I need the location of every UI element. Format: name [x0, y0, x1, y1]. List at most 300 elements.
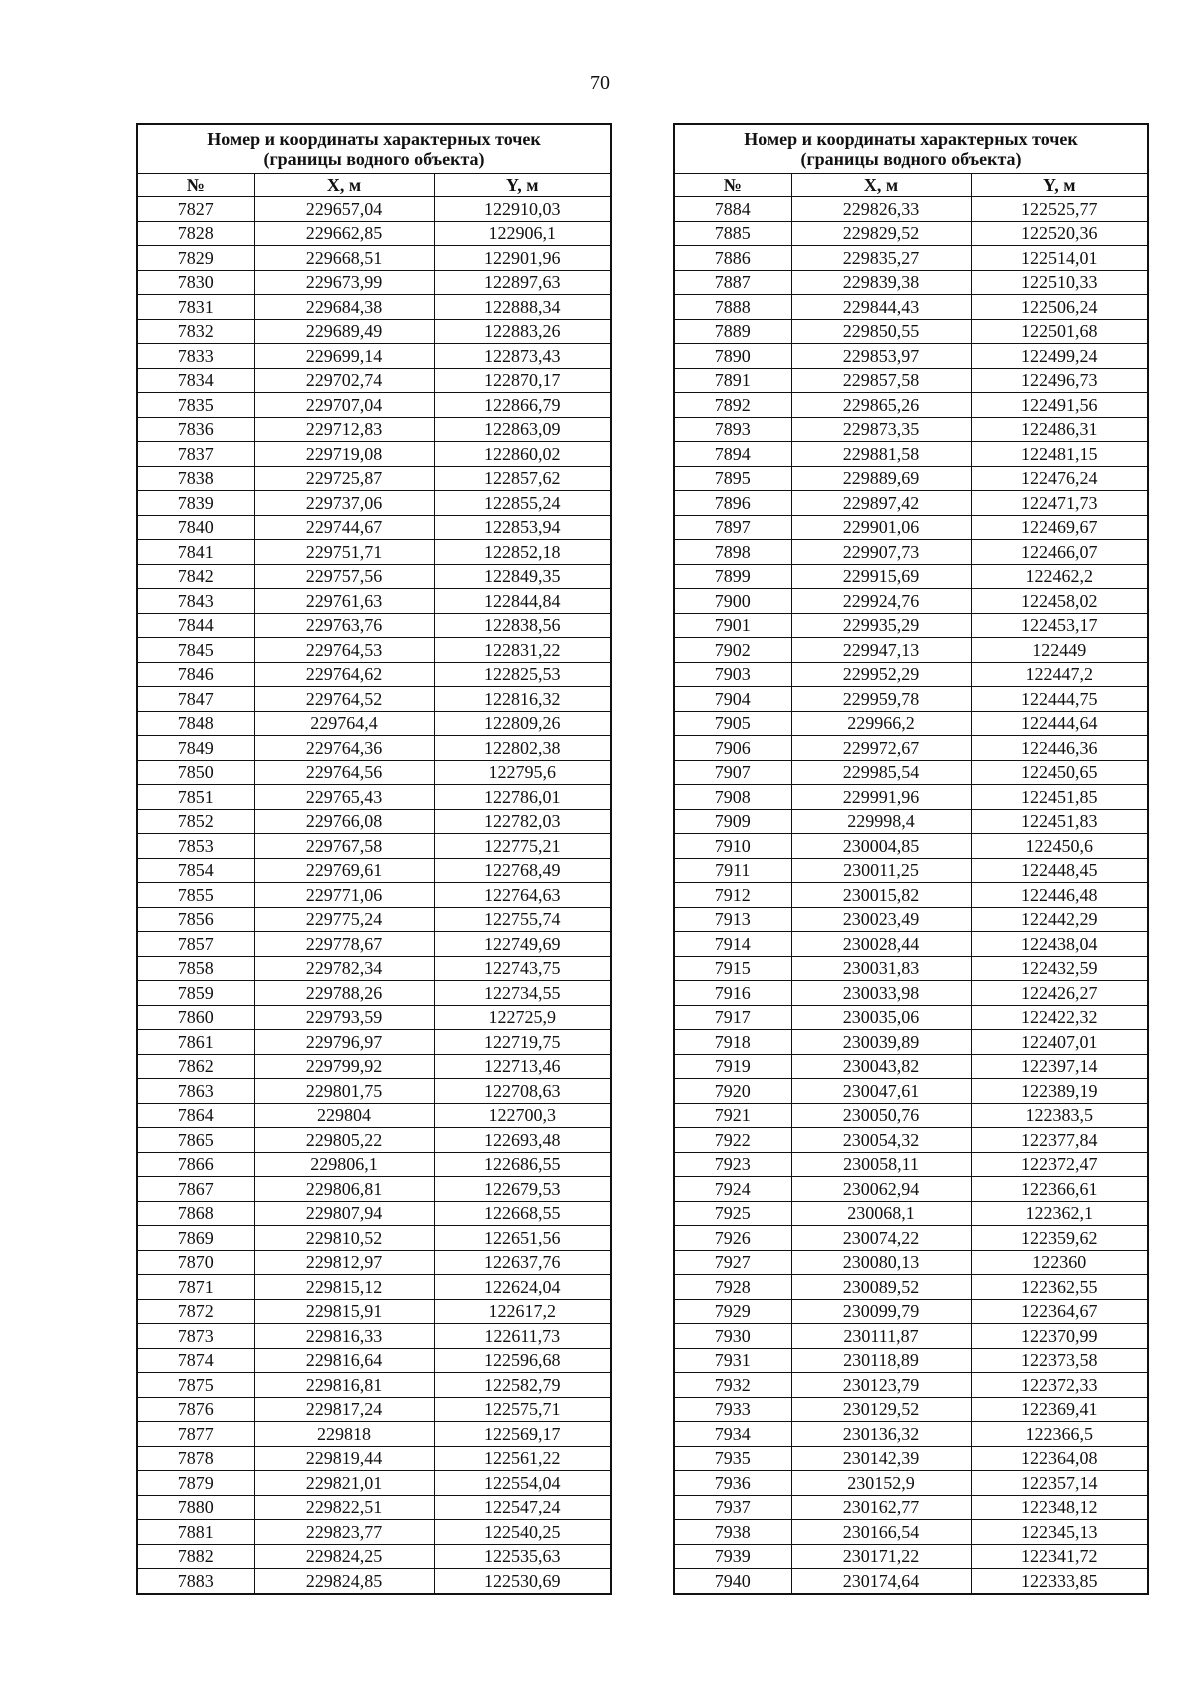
table-row — [137, 1177, 611, 1202]
table-row — [674, 907, 1148, 932]
cell-y-coordinate: 122831,22 — [434, 638, 611, 663]
cell-x-coordinate: 230142,39 — [791, 1446, 971, 1471]
cell-point-number: 7896 — [674, 491, 791, 516]
cell-x-coordinate: 229817,24 — [254, 1397, 434, 1422]
cell-point-number: 7859 — [137, 981, 254, 1006]
cell-y-coordinate: 122449 — [971, 638, 1148, 663]
table-row — [137, 981, 611, 1006]
cell-point-number: 7930 — [674, 1324, 791, 1349]
cell-x-coordinate: 229764,52 — [254, 687, 434, 712]
cell-point-number: 7899 — [674, 564, 791, 589]
cell-x-coordinate: 229763,76 — [254, 613, 434, 638]
cell-y-coordinate: 122362,1 — [971, 1201, 1148, 1226]
cell-y-coordinate: 122450,65 — [971, 760, 1148, 785]
cell-point-number: 7901 — [674, 613, 791, 638]
cell-point-number: 7855 — [137, 883, 254, 908]
table-row — [137, 1030, 611, 1055]
cell-x-coordinate: 229712,83 — [254, 417, 434, 442]
cell-y-coordinate: 122786,01 — [434, 785, 611, 810]
cell-y-coordinate: 122686,55 — [434, 1152, 611, 1177]
cell-x-coordinate: 229835,27 — [791, 246, 971, 271]
cell-x-coordinate: 229673,99 — [254, 270, 434, 295]
cell-y-coordinate: 122450,6 — [971, 834, 1148, 859]
table-row — [674, 1422, 1148, 1447]
table-row — [137, 662, 611, 687]
table-row — [674, 1054, 1148, 1079]
cell-x-coordinate: 229657,04 — [254, 197, 434, 222]
cell-point-number: 7882 — [137, 1544, 254, 1569]
cell-x-coordinate: 229844,43 — [791, 295, 971, 320]
cell-y-coordinate: 122366,5 — [971, 1422, 1148, 1447]
cell-point-number: 7858 — [137, 956, 254, 981]
cell-point-number: 7851 — [137, 785, 254, 810]
table-row — [137, 1422, 611, 1447]
table-row — [137, 1544, 611, 1569]
cell-x-coordinate: 229778,67 — [254, 932, 434, 957]
table-row — [137, 515, 611, 540]
cell-point-number: 7841 — [137, 540, 254, 565]
cell-y-coordinate: 122341,72 — [971, 1544, 1148, 1569]
table-row — [137, 564, 611, 589]
cell-y-coordinate: 122448,45 — [971, 858, 1148, 883]
table-row — [137, 295, 611, 320]
cell-y-coordinate: 122345,13 — [971, 1520, 1148, 1545]
cell-y-coordinate: 122444,64 — [971, 711, 1148, 736]
cell-y-coordinate: 122446,36 — [971, 736, 1148, 761]
cell-point-number: 7929 — [674, 1299, 791, 1324]
table-row — [137, 1275, 611, 1300]
table-row — [137, 883, 611, 908]
cell-x-coordinate: 230050,76 — [791, 1103, 971, 1128]
cell-x-coordinate: 230058,11 — [791, 1152, 971, 1177]
cell-y-coordinate: 122838,56 — [434, 613, 611, 638]
table-row — [674, 246, 1148, 271]
cell-x-coordinate: 229689,49 — [254, 319, 434, 344]
cell-y-coordinate: 122530,69 — [434, 1569, 611, 1594]
table-row — [137, 1520, 611, 1545]
cell-y-coordinate: 122561,22 — [434, 1446, 611, 1471]
cell-point-number: 7846 — [137, 662, 254, 687]
table-title-row — [674, 124, 1148, 174]
table-header-row — [674, 174, 1148, 197]
table-row — [137, 1324, 611, 1349]
cell-x-coordinate: 229915,69 — [791, 564, 971, 589]
cell-point-number: 7861 — [137, 1030, 254, 1055]
cell-point-number: 7898 — [674, 540, 791, 565]
cell-y-coordinate: 122825,53 — [434, 662, 611, 687]
cell-point-number: 7840 — [137, 515, 254, 540]
cell-y-coordinate: 122802,38 — [434, 736, 611, 761]
cell-point-number: 7906 — [674, 736, 791, 761]
table-row — [137, 736, 611, 761]
cell-point-number: 7890 — [674, 344, 791, 369]
cell-y-coordinate: 122906,1 — [434, 221, 611, 246]
table-row — [137, 1446, 611, 1471]
cell-point-number: 7864 — [137, 1103, 254, 1128]
cell-y-coordinate: 122520,36 — [971, 221, 1148, 246]
cell-point-number: 7827 — [137, 197, 254, 222]
coordinates-table-right — [673, 123, 1149, 1595]
cell-point-number: 7834 — [137, 368, 254, 393]
cell-y-coordinate: 122866,79 — [434, 393, 611, 418]
table-title-row — [137, 124, 611, 174]
cell-y-coordinate: 122397,14 — [971, 1054, 1148, 1079]
cell-x-coordinate: 230152,9 — [791, 1471, 971, 1496]
cell-y-coordinate: 122510,33 — [971, 270, 1148, 295]
cell-point-number: 7857 — [137, 932, 254, 957]
table-row — [674, 197, 1148, 222]
cell-point-number: 7883 — [137, 1569, 254, 1594]
cell-point-number: 7831 — [137, 295, 254, 320]
cell-point-number: 7887 — [674, 270, 791, 295]
cell-x-coordinate: 229804 — [254, 1103, 434, 1128]
cell-point-number: 7879 — [137, 1471, 254, 1496]
cell-y-coordinate: 122360 — [971, 1250, 1148, 1275]
cell-x-coordinate: 230118,89 — [791, 1348, 971, 1373]
cell-point-number: 7847 — [137, 687, 254, 712]
table-row — [674, 1373, 1148, 1398]
cell-point-number: 7868 — [137, 1201, 254, 1226]
cell-point-number: 7928 — [674, 1275, 791, 1300]
cell-point-number: 7885 — [674, 221, 791, 246]
cell-y-coordinate: 122496,73 — [971, 368, 1148, 393]
cell-point-number: 7830 — [137, 270, 254, 295]
cell-x-coordinate: 230023,49 — [791, 907, 971, 932]
cell-x-coordinate: 229769,61 — [254, 858, 434, 883]
cell-point-number: 7913 — [674, 907, 791, 932]
cell-point-number: 7842 — [137, 564, 254, 589]
cell-point-number: 7886 — [674, 246, 791, 271]
cell-y-coordinate: 122782,03 — [434, 809, 611, 834]
cell-y-coordinate: 122372,33 — [971, 1373, 1148, 1398]
cell-y-coordinate: 122426,27 — [971, 981, 1148, 1006]
cell-x-coordinate: 229857,58 — [791, 368, 971, 393]
table-row — [674, 1569, 1148, 1594]
cell-y-coordinate: 122383,5 — [971, 1103, 1148, 1128]
table-row — [137, 540, 611, 565]
cell-x-coordinate: 229947,13 — [791, 638, 971, 663]
cell-point-number: 7916 — [674, 981, 791, 1006]
cell-point-number: 7884 — [674, 197, 791, 222]
cell-y-coordinate: 122617,2 — [434, 1299, 611, 1324]
table-row — [674, 344, 1148, 369]
table-title-line2: (границы водного объекта) — [263, 149, 485, 169]
cell-point-number: 7848 — [137, 711, 254, 736]
cell-x-coordinate: 230129,52 — [791, 1397, 971, 1422]
cell-point-number: 7867 — [137, 1177, 254, 1202]
cell-x-coordinate: 230111,87 — [791, 1324, 971, 1349]
table-row — [674, 1103, 1148, 1128]
cell-y-coordinate: 122547,24 — [434, 1495, 611, 1520]
cell-y-coordinate: 122491,56 — [971, 393, 1148, 418]
cell-x-coordinate: 229775,24 — [254, 907, 434, 932]
table-row — [137, 1005, 611, 1030]
cell-point-number: 7880 — [137, 1495, 254, 1520]
table-row — [137, 1348, 611, 1373]
cell-x-coordinate: 229924,76 — [791, 589, 971, 614]
cell-x-coordinate: 229751,71 — [254, 540, 434, 565]
cell-x-coordinate: 229824,85 — [254, 1569, 434, 1594]
cell-point-number: 7915 — [674, 956, 791, 981]
cell-point-number: 7921 — [674, 1103, 791, 1128]
cell-x-coordinate: 229767,58 — [254, 834, 434, 859]
cell-y-coordinate: 122462,2 — [971, 564, 1148, 589]
cell-x-coordinate: 229959,78 — [791, 687, 971, 712]
cell-y-coordinate: 122525,77 — [971, 197, 1148, 222]
cell-x-coordinate: 229865,26 — [791, 393, 971, 418]
cell-x-coordinate: 229991,96 — [791, 785, 971, 810]
cell-y-coordinate: 122364,08 — [971, 1446, 1148, 1471]
cell-point-number: 7850 — [137, 760, 254, 785]
cell-x-coordinate: 229853,97 — [791, 344, 971, 369]
cell-y-coordinate: 122575,71 — [434, 1397, 611, 1422]
cell-x-coordinate: 230043,82 — [791, 1054, 971, 1079]
cell-y-coordinate: 122719,75 — [434, 1030, 611, 1055]
table-row — [137, 1201, 611, 1226]
table-row — [137, 246, 611, 271]
cell-x-coordinate: 229799,92 — [254, 1054, 434, 1079]
cell-point-number: 7870 — [137, 1250, 254, 1275]
cell-y-coordinate: 122535,63 — [434, 1544, 611, 1569]
cell-point-number: 7866 — [137, 1152, 254, 1177]
cell-x-coordinate: 230033,98 — [791, 981, 971, 1006]
cell-x-coordinate: 229873,35 — [791, 417, 971, 442]
cell-y-coordinate: 122447,2 — [971, 662, 1148, 687]
cell-point-number: 7895 — [674, 466, 791, 491]
table-row — [674, 858, 1148, 883]
cell-x-coordinate: 229816,81 — [254, 1373, 434, 1398]
cell-y-coordinate: 122554,04 — [434, 1471, 611, 1496]
table-row — [674, 981, 1148, 1006]
cell-y-coordinate: 122506,24 — [971, 295, 1148, 320]
table-row — [674, 883, 1148, 908]
table-row — [674, 368, 1148, 393]
column-header-x: X, м — [791, 174, 971, 197]
cell-y-coordinate: 122438,04 — [971, 932, 1148, 957]
cell-x-coordinate: 229972,67 — [791, 736, 971, 761]
cell-x-coordinate: 229839,38 — [791, 270, 971, 295]
cell-x-coordinate: 229821,01 — [254, 1471, 434, 1496]
cell-x-coordinate: 230080,13 — [791, 1250, 971, 1275]
cell-point-number: 7881 — [137, 1520, 254, 1545]
cell-y-coordinate: 122389,19 — [971, 1079, 1148, 1104]
table-row — [137, 1152, 611, 1177]
table-row — [137, 344, 611, 369]
table-row — [674, 1275, 1148, 1300]
cell-y-coordinate: 122357,14 — [971, 1471, 1148, 1496]
table-row — [674, 1299, 1148, 1324]
cell-point-number: 7917 — [674, 1005, 791, 1030]
cell-y-coordinate: 122569,17 — [434, 1422, 611, 1447]
cell-point-number: 7897 — [674, 515, 791, 540]
cell-point-number: 7856 — [137, 907, 254, 932]
cell-x-coordinate: 229819,44 — [254, 1446, 434, 1471]
cell-point-number: 7889 — [674, 319, 791, 344]
table-row — [674, 613, 1148, 638]
cell-x-coordinate: 229810,52 — [254, 1226, 434, 1251]
table-row — [137, 932, 611, 957]
cell-point-number: 7832 — [137, 319, 254, 344]
cell-x-coordinate: 229805,22 — [254, 1128, 434, 1153]
cell-point-number: 7872 — [137, 1299, 254, 1324]
table-row — [137, 1397, 611, 1422]
cell-y-coordinate: 122432,59 — [971, 956, 1148, 981]
table-row — [137, 1299, 611, 1324]
table-row — [674, 270, 1148, 295]
table-row — [137, 442, 611, 467]
table-row — [137, 1373, 611, 1398]
cell-x-coordinate: 229766,08 — [254, 809, 434, 834]
table-row — [137, 613, 611, 638]
cell-point-number: 7854 — [137, 858, 254, 883]
cell-y-coordinate: 122362,55 — [971, 1275, 1148, 1300]
cell-x-coordinate: 229764,53 — [254, 638, 434, 663]
cell-x-coordinate: 229796,97 — [254, 1030, 434, 1055]
cell-point-number: 7891 — [674, 368, 791, 393]
cell-point-number: 7844 — [137, 613, 254, 638]
cell-y-coordinate: 122855,24 — [434, 491, 611, 516]
cell-x-coordinate: 229816,33 — [254, 1324, 434, 1349]
table-row — [674, 417, 1148, 442]
table-row — [137, 1079, 611, 1104]
table-row — [674, 1152, 1148, 1177]
cell-y-coordinate: 122364,67 — [971, 1299, 1148, 1324]
cell-y-coordinate: 122582,79 — [434, 1373, 611, 1398]
cell-y-coordinate: 122422,32 — [971, 1005, 1148, 1030]
cell-point-number: 7869 — [137, 1226, 254, 1251]
table-row — [137, 417, 611, 442]
cell-point-number: 7894 — [674, 442, 791, 467]
cell-x-coordinate: 229764,56 — [254, 760, 434, 785]
cell-point-number: 7836 — [137, 417, 254, 442]
cell-x-coordinate: 229707,04 — [254, 393, 434, 418]
table-row — [674, 466, 1148, 491]
cell-y-coordinate: 122888,34 — [434, 295, 611, 320]
table-row — [137, 1054, 611, 1079]
cell-y-coordinate: 122768,49 — [434, 858, 611, 883]
cell-x-coordinate: 229952,29 — [791, 662, 971, 687]
table-row — [674, 956, 1148, 981]
cell-y-coordinate: 122458,02 — [971, 589, 1148, 614]
cell-x-coordinate: 229725,87 — [254, 466, 434, 491]
cell-y-coordinate: 122469,67 — [971, 515, 1148, 540]
cell-x-coordinate: 229782,34 — [254, 956, 434, 981]
cell-x-coordinate: 229765,43 — [254, 785, 434, 810]
cell-point-number: 7933 — [674, 1397, 791, 1422]
cell-x-coordinate: 230099,79 — [791, 1299, 971, 1324]
cell-x-coordinate: 229818 — [254, 1422, 434, 1447]
cell-x-coordinate: 229699,14 — [254, 344, 434, 369]
table-row — [137, 907, 611, 932]
cell-point-number: 7900 — [674, 589, 791, 614]
table-row — [137, 393, 611, 418]
cell-x-coordinate: 230015,82 — [791, 883, 971, 908]
cell-y-coordinate: 122624,04 — [434, 1275, 611, 1300]
cell-x-coordinate: 229998,4 — [791, 809, 971, 834]
table-row — [674, 442, 1148, 467]
table-row — [137, 491, 611, 516]
table-row — [674, 1177, 1148, 1202]
cell-y-coordinate: 122860,02 — [434, 442, 611, 467]
cell-point-number: 7862 — [137, 1054, 254, 1079]
cell-y-coordinate: 122372,47 — [971, 1152, 1148, 1177]
cell-x-coordinate: 229897,42 — [791, 491, 971, 516]
cell-point-number: 7829 — [137, 246, 254, 271]
table-row — [674, 1348, 1148, 1373]
cell-y-coordinate: 122809,26 — [434, 711, 611, 736]
table-row — [674, 1128, 1148, 1153]
cell-x-coordinate: 229744,67 — [254, 515, 434, 540]
cell-y-coordinate: 122377,84 — [971, 1128, 1148, 1153]
table-row — [674, 1030, 1148, 1055]
cell-x-coordinate: 229826,33 — [791, 197, 971, 222]
cell-x-coordinate: 230174,64 — [791, 1569, 971, 1594]
cell-point-number: 7837 — [137, 442, 254, 467]
table-row — [674, 736, 1148, 761]
cell-x-coordinate: 230028,44 — [791, 932, 971, 957]
cell-y-coordinate: 122540,25 — [434, 1520, 611, 1545]
table-row — [674, 1544, 1148, 1569]
cell-point-number: 7909 — [674, 809, 791, 834]
cell-point-number: 7936 — [674, 1471, 791, 1496]
table-row — [137, 1103, 611, 1128]
cell-y-coordinate: 122486,31 — [971, 417, 1148, 442]
cell-x-coordinate: 229901,06 — [791, 515, 971, 540]
table-row — [137, 858, 611, 883]
cell-y-coordinate: 122370,99 — [971, 1324, 1148, 1349]
cell-x-coordinate: 230068,1 — [791, 1201, 971, 1226]
cell-y-coordinate: 122668,55 — [434, 1201, 611, 1226]
cell-x-coordinate: 230047,61 — [791, 1079, 971, 1104]
cell-point-number: 7892 — [674, 393, 791, 418]
table-row — [137, 270, 611, 295]
cell-point-number: 7905 — [674, 711, 791, 736]
cell-point-number: 7925 — [674, 1201, 791, 1226]
table-row — [674, 785, 1148, 810]
cell-point-number: 7927 — [674, 1250, 791, 1275]
cell-y-coordinate: 122873,43 — [434, 344, 611, 369]
cell-y-coordinate: 122444,75 — [971, 687, 1148, 712]
coordinates-table-left — [136, 123, 612, 1595]
table-title-line2: (границы водного объекта) — [800, 149, 1022, 169]
table-row — [674, 1226, 1148, 1251]
cell-y-coordinate: 122466,07 — [971, 540, 1148, 565]
table-row — [674, 393, 1148, 418]
cell-point-number: 7918 — [674, 1030, 791, 1055]
cell-x-coordinate: 229850,55 — [791, 319, 971, 344]
cell-x-coordinate: 229816,64 — [254, 1348, 434, 1373]
table-title — [674, 124, 1148, 174]
table-header-row — [137, 174, 611, 197]
cell-point-number: 7902 — [674, 638, 791, 663]
cell-point-number: 7938 — [674, 1520, 791, 1545]
cell-x-coordinate: 230011,25 — [791, 858, 971, 883]
cell-y-coordinate: 122471,73 — [971, 491, 1148, 516]
cell-x-coordinate: 230035,06 — [791, 1005, 971, 1030]
cell-y-coordinate: 122348,12 — [971, 1495, 1148, 1520]
cell-point-number: 7849 — [137, 736, 254, 761]
cell-x-coordinate: 229985,54 — [791, 760, 971, 785]
cell-y-coordinate: 122725,9 — [434, 1005, 611, 1030]
cell-y-coordinate: 122407,01 — [971, 1030, 1148, 1055]
cell-x-coordinate: 229881,58 — [791, 442, 971, 467]
table-row — [137, 711, 611, 736]
cell-point-number: 7934 — [674, 1422, 791, 1447]
table-row — [137, 638, 611, 663]
table-row — [674, 564, 1148, 589]
cell-x-coordinate: 229771,06 — [254, 883, 434, 908]
table-row — [674, 491, 1148, 516]
